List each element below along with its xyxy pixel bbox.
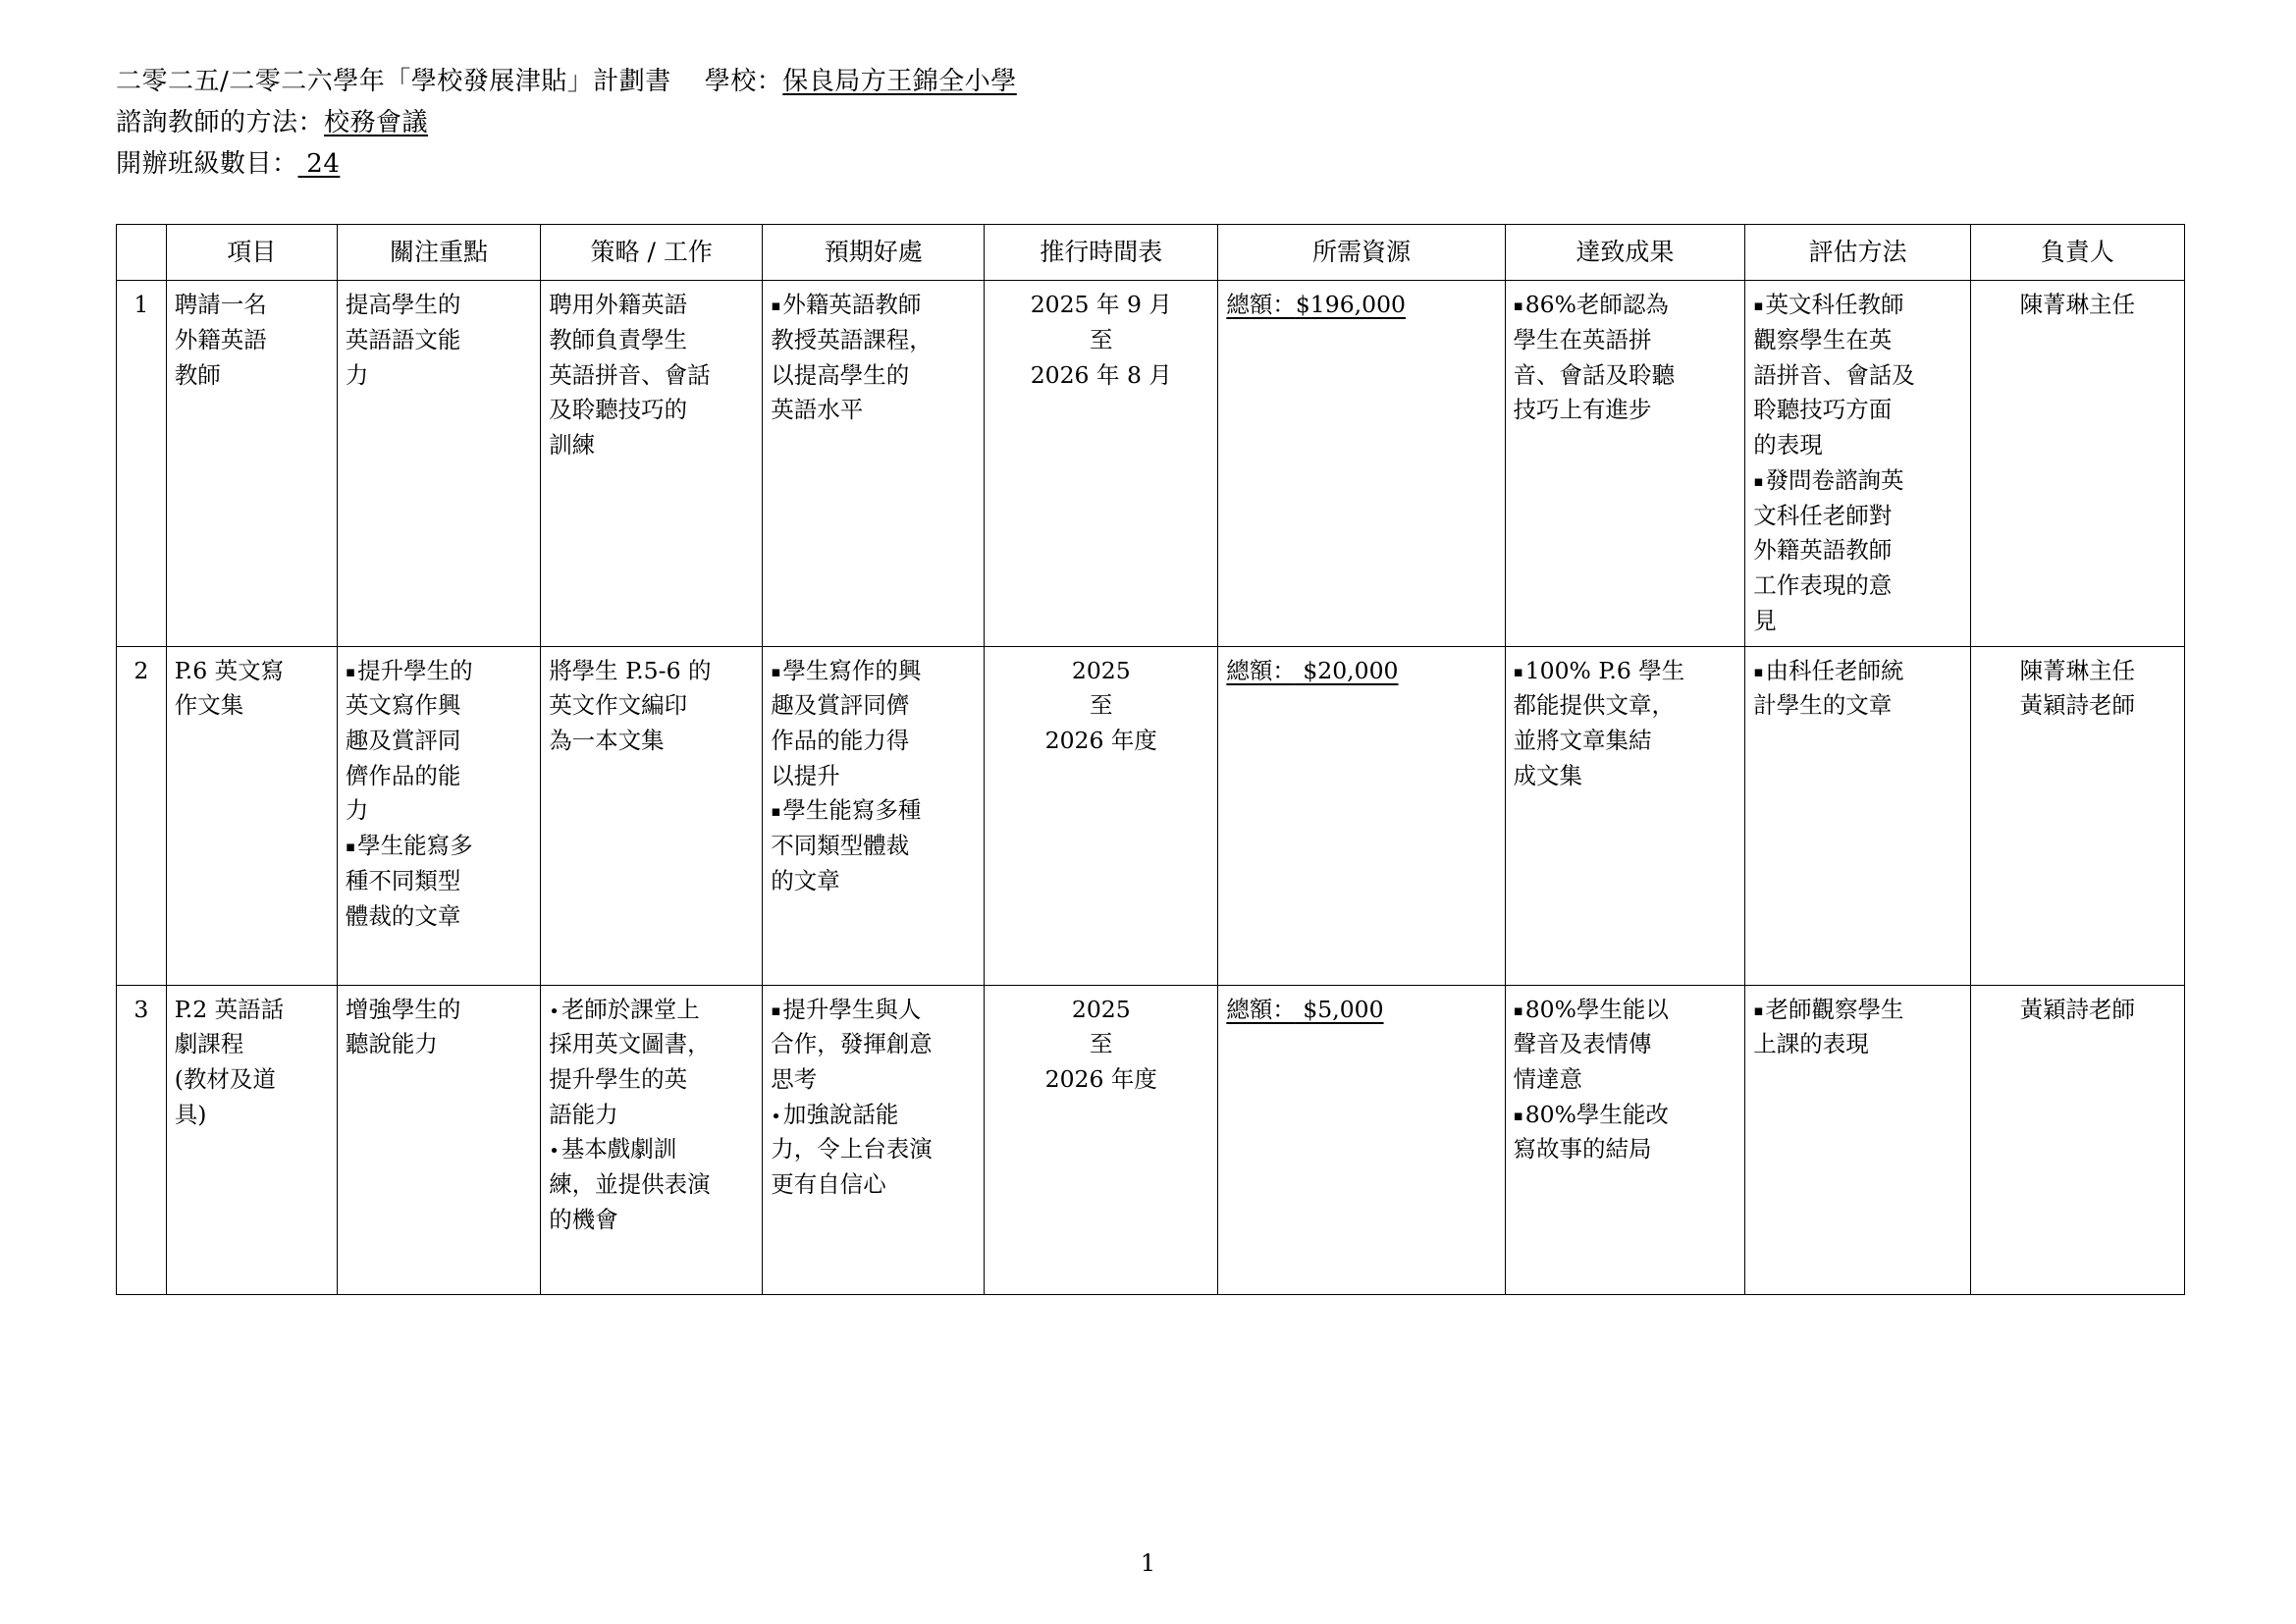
resource-label: 總額： [1226, 995, 1296, 1023]
resource-amount: $196,000 [1295, 291, 1406, 319]
table-row [117, 985, 2185, 1294]
row-resource [1218, 646, 1505, 985]
col-benefit: 預期好處 [763, 225, 985, 281]
row-benefit: ▪ 學生寫作的興 趣及賞評同儕 作品的能力得 以提升 ▪ 學生能寫多種 不同類型體裁 的文章 [763, 646, 985, 985]
col-evaluation: 評估方法 [1745, 225, 1970, 281]
resource-amount: $5,000 [1295, 995, 1384, 1023]
plan-table [116, 224, 2185, 1294]
row-result: ▪ 80%學生能以 聲音及表情傳 情達意 ▪ 80%學生能改 寫故事的結局 [1505, 985, 1745, 1294]
col-strategy: 策略 / 工作 [541, 225, 763, 281]
document-header [116, 61, 2188, 185]
header-line-classes [116, 143, 2188, 185]
col-focus: 關注重點 [337, 225, 540, 281]
header-line-title [116, 61, 2188, 102]
row-evaluation: ▪ 老師觀察學生 上課的表現 [1745, 985, 1970, 1294]
class-count-label: 開辦班級數目： [116, 149, 298, 180]
consultation-label: 諮詢教師的方法： [116, 108, 325, 138]
row-timeline: 2025 至 2026 年度 [985, 646, 1218, 985]
row-focus: ▪ 提升學生的 英文寫作興 趣及賞評同 儕作品的能 力 ▪ 學生能寫多 種不同類型 體裁的文章 [337, 646, 540, 985]
col-resource: 所需資源 [1218, 225, 1505, 281]
row-result: ▪ 100% P.6 學生 都能提供文章， 並將文章集結 成文集 [1505, 646, 1745, 985]
row-person: 黃穎詩老師 [1970, 985, 2184, 1294]
plan-title: 二零二五/二零二六學年「學校發展津貼」計劃書 [116, 67, 671, 96]
resource-label: 總額： [1226, 291, 1296, 319]
row-person: 陳菁琳主任 [1970, 281, 2184, 646]
row-resource [1218, 281, 1505, 646]
row-focus: 增強學生的 聽說能力 [337, 985, 540, 1294]
resource-label: 總額： [1226, 656, 1296, 684]
row-timeline: 2025 至 2026 年度 [985, 985, 1218, 1294]
col-person: 負責人 [1970, 225, 2184, 281]
row-number: 3 [117, 985, 167, 1294]
table-row [117, 281, 2185, 646]
row-focus: 提高學生的 英語語文能 力 [337, 281, 540, 646]
row-item: P.6 英文寫 作文集 [166, 646, 337, 985]
consultation-value: 校務會議 [324, 108, 429, 138]
row-resource [1218, 985, 1505, 1294]
row-evaluation: ▪ 由科任老師統 計學生的文章 [1745, 646, 1970, 985]
row-item: 聘請一名 外籍英語 教師 [166, 281, 337, 646]
row-strategy: 聘用外籍英語 教師負責學生 英語拼音、會話 及聆聽技巧的 訓練 [541, 281, 763, 646]
row-benefit: ▪ 外籍英語教師 教授英語課程， 以提高學生的 英語水平 [763, 281, 985, 646]
table-header-row [117, 225, 2185, 281]
class-count-value: 24 [297, 149, 341, 180]
school-name: 保良局方王錦全小學 [782, 67, 1017, 96]
row-result: ▪ 86%老師認為 學生在英語拼 音、會話及聆聽 技巧上有進步 [1505, 281, 1745, 646]
page-number: 1 [1140, 1549, 1156, 1577]
col-result: 達致成果 [1505, 225, 1745, 281]
row-strategy: 將學生 P.5-6 的 英文作文編印 為一本文集 [541, 646, 763, 985]
row-timeline: 2025 年 9 月 至 2026 年 8 月 [985, 281, 1218, 646]
row-person: 陳菁琳主任 黃穎詩老師 [1970, 646, 2184, 985]
header-line-consultation [116, 102, 2188, 143]
col-item: 項目 [166, 225, 337, 281]
school-label: 學校： [704, 67, 783, 96]
resource-amount: $20,000 [1295, 656, 1399, 684]
row-strategy: • 老師於課堂上 採用英文圖書， 提升學生的英 語能力 • 基本戲劇訓 練，並提供表演 的機會 [541, 985, 763, 1294]
row-benefit: ▪ 提升學生與人 合作，發揮創意 思考 • 加強說話能 力，令上台表演 更有自信心 [763, 985, 985, 1294]
row-number: 2 [117, 646, 167, 985]
col-timeline: 推行時間表 [985, 225, 1218, 281]
row-item: P.2 英語話 劇課程 (教材及道 具) [166, 985, 337, 1294]
row-number: 1 [117, 281, 167, 646]
row-evaluation: ▪ 英文科任教師 觀察學生在英 語拼音、會話及 聆聽技巧方面 的表現 ▪ 發問卷諮詢英 文科任老師對 外籍英語教師 工作表現的意 見 [1745, 281, 1970, 646]
table-row [117, 646, 2185, 985]
col-number [117, 225, 167, 281]
